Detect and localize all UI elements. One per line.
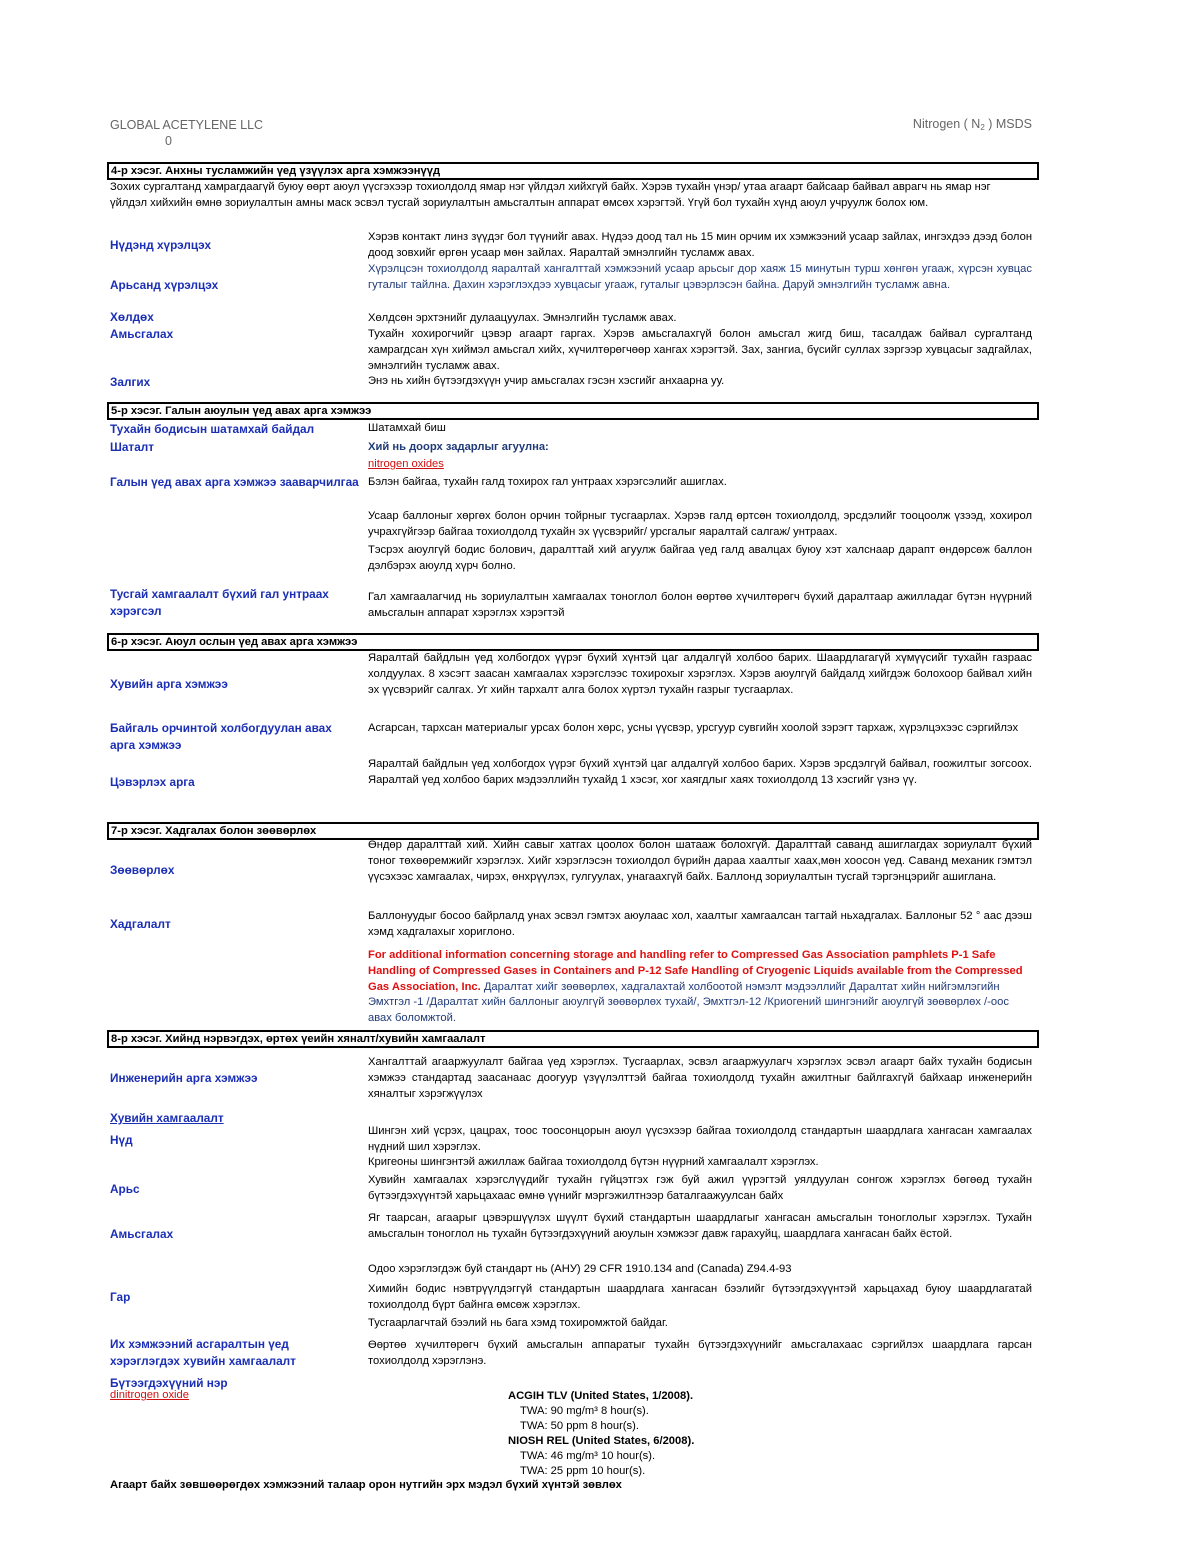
eyes-text: Хэрэв контакт линз зүүдэг бол түүнийг авах. Нүдээ доод тал нь 15 мин орчим их хэмжээний усаар зайлах, ингэхдээ дээд болон доод зовхийг өргөн усаар мөн зайлах. Яаралтай эмнэлгийн тусламж авах. <box>368 231 1032 259</box>
environmental-text: Асгарсан, тархсан материалыг урсах болон хөрс, усны үүсвэр, урсгуур сувгийн хоолой зэрэгт тархаж, хүрэлцэхээс сэргийлэх <box>368 722 1019 734</box>
niosh-limit-2: TWA: 25 ppm 10 hour(s). <box>520 1465 646 1477</box>
transport-label: Зөөвөрлөх <box>110 863 175 877</box>
engineering-label: Инженерийн арга хэмжээ <box>110 1071 258 1085</box>
ingestion-text: Энэ нь хийн бүтээгдэхүүн учир амьсгалах гэсэн хэсгийг анхаарна уу. <box>368 375 725 387</box>
section-5-title: 5-р хэсэг. Галын аюулын үед авах арга хэмжээ <box>107 402 1039 420</box>
ingestion-label: Залгих <box>110 375 151 389</box>
combustion-link-row <box>368 457 1032 473</box>
cleanup-label: Цэвэрлэх арга <box>110 775 195 789</box>
company-name: GLOBAL ACETYLENE LLC <box>110 118 264 132</box>
product-subscript: 2 <box>980 123 985 132</box>
frost-label: Хөлдөх <box>110 310 154 324</box>
flammability-label: Тухайн бодисын шатамхай байдал <box>110 422 315 436</box>
section-6-title: 6-р хэсэг. Аюул ослын үед авах арга хэмжээ <box>107 633 1039 651</box>
personal-precautions-text: Яаралтай байдлын үед холбогдох үүрэг бүхий хүнтэй цаг алдалгүй холбоо барих. Шаардлагагүй хүмүүсийг тухайн газраас холдуулах. 8 хэсэгт заасан хамгаалах хэрэгслээс тохирохыг хэрэглэх. Хэрэв аюулгүй байдалд хийгдэж болохоор байвал хийн эх үүсвэрийг салгах. Уг хийн тархалт алга болох хүртэл тухайн газрыг тусгаарлах. <box>368 652 1032 696</box>
combustion-label: Шаталт <box>110 440 155 454</box>
product-name-label: Бүтээгдэхүүний нэр <box>110 1376 228 1390</box>
exposure-limits <box>508 1389 694 1479</box>
acgih-title: ACGIH TLV (United States, 1/2008). <box>508 1390 694 1402</box>
ppe-respiratory-text-2: Одоо хэрэглэгдэж буй стандарт нь (АНУ) 29 CFR 1910.134 and (Canada) Z94.4-93 <box>368 1263 792 1275</box>
ppe-respiratory-label: Амьсгалах <box>110 1227 174 1241</box>
engineering-text: Хангалттай агааржуулалт байгаа үед хэрэглэх. Тусгаарлах, эсвэл агааржуулагч хэрэглэх эсвэл агаарт байх тухайн бодисын хэмжээ стандартад заасанаас доогуур үзүүлэлттэй байгаа тохиолдолд тухайн ажилтныг байлгахгүй байхаар инженерийн хяналтыг хэрэгжүүлэх <box>368 1056 1032 1100</box>
product-name-row <box>110 1389 189 1401</box>
company-header <box>110 117 263 149</box>
personal-precautions-label: Хувийн арга хэмжээ <box>110 677 228 691</box>
section-8-title: 8-р хэсэг. Хийнд нэрвэгдэх, өртөх үеийн хяналт/хувийн хамгаалалт <box>107 1030 1039 1048</box>
ppe-respiratory-text-1: Яг таарсан, агаарыг цэвэршүүлэх шүүлт бүхий стандартын шаардлагыг хангасан амьсгалын тоноглолыг хэрэглэх. Тухайн амьсгалын тоноглол нь тухайн бүтээгдэхүүний аюулын хэмжээг давж гарахуйц, шаардлага хангасан байх ёстой. <box>368 1212 1032 1240</box>
ppe-eye-label: Нүд <box>110 1133 133 1147</box>
niosh-limit-1: TWA: 46 mg/m³ 10 hour(s). <box>520 1450 656 1462</box>
ppe-hand-text-1: Химийн бодис нэвтрүүлдэггүй стандартын шаардлага хангасан бээлийг бүтээгдэхүүнтэй харьцахад буюу шаардлагатай тохиолдолд бүрт байнга өмсөж хэрэглэх. <box>368 1283 1032 1311</box>
frost-text: Хөлдсөн эрхтэнийг дулаацуулах. Эмнэлгийн тусламж авах. <box>368 312 677 324</box>
ppe-skin-text: Хувийн хамгаалах хэрэгслүүдийг тухайн гүйцэтгэх гэж буй ажил үүрэгтэй уялдуулан сонгож хэрэглэх бөгөөд тухайн бүтээгдэхүүнтэй харьцахаас өмнө үүнийг мэргэжилтнээр баталгаажуулсан байх <box>368 1174 1032 1202</box>
cga-reference-english: For additional information concerning storage and handling refer to Compressed Gas Association pamphlets P-1 Safe Handling of Compressed Gases in Containers and P-12 Safe Handling of Cryogenic Liquids available from the Compressed Gas Association, Inc. <box>368 949 1023 993</box>
firefighting-text-3: Тэсрэх аюулгүй бодис болович, даралттай хий агуулж байгаа үед галд авалцах буюу хэт халснаар дарапт өндөрсөж баллон дэлбэрэх аюулд хүрч болно. <box>368 544 1032 572</box>
inhalation-label: Амьсгалах <box>110 327 174 341</box>
large-spill-text: Өөртөө хүчилтөрөгч бүхий амьсгалын аппаратыг тухайн бүтээгдэхүүнийг амьсгалахаас сэргийлэх шаардлага гарсан тохиолдолд хэрэглэнэ. <box>368 1339 1032 1367</box>
product-header <box>860 117 1032 132</box>
nitrogen-oxides-link[interactable]: nitrogen oxides <box>368 458 444 470</box>
product-suffix: ) MSDS <box>984 117 1032 131</box>
acgih-limit-2: TWA: 50 ppm 8 hour(s). <box>520 1420 639 1432</box>
section-4-intro: Зохих сургалтанд хамрагдаагүй буюу өөрт аюул үүсгэхээр тохиолдолд ямар нэг үйлдэл хийхгүй байх. Хэрэв тухайн үнэр/ утаа агаарт байсаар байвал аврагч нь ямар нэг үйлдэл хийхийн өмнө зориулалтын амны маск эсвэл тусгай зориулалтын амьсгалтын аппарат өмсөх хэрэгтэй. Үгүй бол тухайн хүнд аюул учруулж болох юм. <box>110 181 991 209</box>
large-spill-label: Их хэмжээний асгаралтын үед хэрэглэгдэх хувийн хамгаалалт <box>110 1337 296 1368</box>
ppe-heading: Хувийн хамгаалалт <box>110 1111 224 1125</box>
ppe-eye-text-2: Кригеоны шингэнтэй ажиллаж байгаа тохиолдолд бүтэн нүүрний хамгаалалт хэрэглэх. <box>368 1156 819 1168</box>
eyes-label: Нүдэнд хүрэлцэх <box>110 238 212 252</box>
combustion-text: Хий нь доорх задарлыг агуулна: <box>368 441 549 453</box>
footer-note: Агаарт байх зөвшөөрөгдөх хэмжээний талаар орон нутгийн эрх мэдэл бүхий хүнтэй зөвлөх <box>110 1479 622 1491</box>
skin-label: Арьсанд хүрэлцэх <box>110 278 219 292</box>
inhalation-text: Тухайн хохирогчийг цэвэр агаарт гаргах. Хэрэв амьсгалахгүй болон амьсгал жигд биш, тасалдаж байвал сургалтанд хамрагдсан хүн хиймэл амьсгал хийх, хүчилтөрөгчөөр хангах хэрэгтэй. Зах, зангиа, бүсийг суллах зэргээр хувцасыг задгайлах, эмнэлгийн тусламж авах. <box>368 328 1032 372</box>
cga-reference-mongolian: Даралтат хийг зөөвөрлөх, хадгалахтай холбоотой нэмэлт мэдээллийг Даралтат хийн нийгэмлэгийн Эмхтгэл -1 /Даралтат хийн баллоныг аюулгүй зөөвөрлөх тухай/, Эмхтгэл-12 /Криогений шингэнийг аюулгүй зөөвөрлөх /-оос авах боломжтой. <box>368 980 1009 1025</box>
company-sub: 0 <box>165 134 172 148</box>
ppe-hand-label: Гар <box>110 1290 131 1304</box>
niosh-title: NIOSH REL (United States, 6/2008). <box>508 1435 695 1447</box>
ppe-skin-label: Арьс <box>110 1182 140 1196</box>
dinitrogen-oxide-link[interactable]: dinitrogen oxide <box>110 1389 189 1401</box>
transport-text: Өндөр даралттай хий. Хийн савыг хатгах цоолох болон шатааж болохгүй. Даралттай саванд ашиглагдах зориулалт бүхий тоног төхөөремжийг хэрэглэх. Хийг хэрэглэсэн тохиолдол бүрийн дараа хаалтыг хаах,мөн хоосон үед. Саванд механик гэмтэл үүсэхээс хамгаалах, чирэх, өнхрүүлэх, гулгуулах, унагаахгүй байх. Баллонд зориулалтын тусгай тэргэнцэрийг ашиглана. <box>368 839 1032 883</box>
cleanup-text: Яаралтай байдлын үед холбогдох үүрэг бүхий хүнтэй цаг алдалгүй холбоо барих. Хэрэв эрсдэлгүй байвал, гоожилтыг зогсоох. Яаралтай үед холбоо барих мэдээллийн тухайд 1 хэсэг, хог хаягдлыг хаях тохиолдолд 13 хэсгийг үзнэ үү. <box>368 758 1032 786</box>
cga-reference <box>368 948 1032 1027</box>
flammability-value: Шатамхай биш <box>368 422 446 434</box>
skin-text: Хүрэлцсэн тохиолдолд яаралтай хангалттай хэмжээний усаар арьсыг дор хаяж 15 минутын турш хөнгөн угааж, хүрсэн хувцас гуталыг тайлна. Дахин хэрэглэхдээ хувцасыг угааж, гуталыг цэвэрлэсэн байна. Даруй эмнэлгийн тусламж авна. <box>368 263 1032 291</box>
ppe-eye-text-1: Шингэн хий үсрэх, цацрах, тоос тоосонцорын аюул үүсэхээр байгаа тохиолдолд стандартын шаардлага хангасан хамгаалах нүдний шил хэрэглэх. <box>368 1125 1032 1153</box>
storage-text: Баллонуудыг босоо байрлалд унах эсвэл гэмтэх аюулаас хол, хаалтыг хамгаалсан тагтай ньхадгалах. Баллоныг 52 ° аас дээш хэмд хадгалахыг хориглоно. <box>368 910 1032 938</box>
protective-equipment-text: Гал хамгаалагчид нь зориулалтын хамгаалах тоноглол болон өөртөө хүчилтөрөгч бүхий даралтаар ажилладаг бүтэн нүүрний амьсгалын аппарат хэрэглэх хэрэгтэй <box>368 591 1032 619</box>
section-7-title: 7-р хэсэг. Хадгалах болон зөөвөрлөх <box>107 822 1039 840</box>
environmental-label: Байгаль орчинтой холбогдуулан авах арга хэмжээ <box>110 721 332 752</box>
firefighting-text-2: Усаар баллоныг хөргөх болон орчин тойрныг тусгаарлах. Хэрэв галд өртсөн тохиолдолд, эрсдэлийг тооцоолж үзээд, хохирол учрахгүйгээр байгаа тохиолдолд тухайн эх үүсвэрийг/ урсгалыг яаралтай салгаж/ унтраах. <box>368 510 1032 538</box>
acgih-limit-1: TWA: 90 mg/m³ 8 hour(s). <box>520 1405 649 1417</box>
firefighting-text-1: Бэлэн байгаа, тухайн галд тохирох гал унтраах хэрэгсэлийг ашиглах. <box>368 476 727 488</box>
section-4-title: 4-р хэсэг. Анхны тусламжийн үед үзүүлэх арга хэмжээнүүд <box>107 162 1039 180</box>
firefighting-label: Галын үед авах арга хэмжээ зааварчилгаа <box>110 475 359 489</box>
product-prefix: Nitrogen ( N <box>912 117 981 131</box>
storage-label: Хадгалалт <box>110 917 171 931</box>
ppe-hand-text-2: Тусгаарлагчтай бээлий нь бага хэмд тохиромжтой байдаг. <box>368 1317 668 1329</box>
protective-equipment-label: Тусгай хамгаалалт бүхий гал унтраах хэрэгсэл <box>110 587 329 618</box>
